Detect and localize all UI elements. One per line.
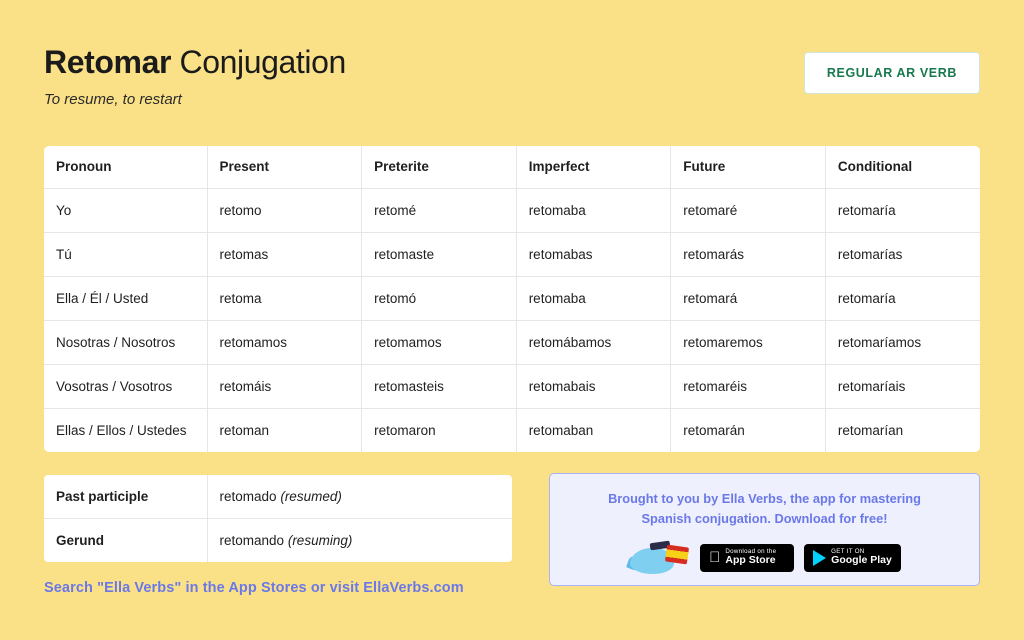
conditional-cell: retomarías — [825, 232, 980, 276]
table-row — [44, 276, 980, 320]
past-participle-value: retomado (resumed) — [207, 475, 512, 519]
future-cell: retomaré — [671, 188, 826, 232]
future-cell: retomará — [671, 276, 826, 320]
pronoun-cell: Nosotras / Nosotros — [44, 320, 207, 364]
preterite-cell: retomaste — [362, 232, 517, 276]
present-cell: retomamos — [207, 320, 362, 364]
column-header-imperfect: Imperfect — [516, 146, 671, 188]
preterite-cell: retomaron — [362, 408, 517, 452]
present-cell: retomáis — [207, 364, 362, 408]
participle-table — [44, 475, 512, 562]
google-play-label: Google Play — [831, 554, 892, 567]
promo-line-1: Brought to you by Ella Verbs, the app for mastering — [608, 491, 921, 506]
present-cell: retomas — [207, 232, 362, 276]
preterite-cell: retomamos — [362, 320, 517, 364]
imperfect-cell: retomabais — [516, 364, 671, 408]
pronoun-cell: Ella / Él / Usted — [44, 276, 207, 320]
future-cell: retomarán — [671, 408, 826, 452]
past-participle-label: Past participle — [44, 475, 207, 519]
future-cell: retomarás — [671, 232, 826, 276]
whale-graduate-icon — [628, 540, 690, 576]
store-buttons — [550, 540, 979, 576]
table-header-row — [44, 146, 980, 188]
gerund-gloss: resuming — [292, 533, 348, 548]
table-row — [44, 232, 980, 276]
imperfect-cell: retomábamos — [516, 320, 671, 364]
preterite-cell: retomé — [362, 188, 517, 232]
promo-line-2: Spanish conjugation. Download for free! — [641, 510, 888, 526]
table-row — [44, 475, 512, 519]
future-cell: retomaréis — [671, 364, 826, 408]
column-header-future: Future — [671, 146, 826, 188]
conditional-cell: retomarían — [837, 422, 904, 438]
conjugation-table — [44, 146, 980, 452]
preterite-cell: retomasteis — [362, 364, 517, 408]
imperfect-cell: retomaba — [516, 276, 671, 320]
page-header — [44, 44, 980, 134]
google-play-icon — [813, 550, 826, 566]
promo-banner — [549, 473, 980, 586]
apple-icon — [709, 550, 720, 565]
column-header-preterite: Preterite — [362, 146, 517, 188]
conditional-cell: retomaría — [825, 188, 980, 232]
gerund-value: retomando (resuming) — [219, 533, 353, 548]
gerund-word: retomando — [219, 533, 285, 548]
column-header-pronoun: Pronoun — [44, 146, 207, 188]
past-participle-gloss: resumed — [284, 489, 338, 504]
google-play-button[interactable] — [804, 544, 901, 572]
table-row — [44, 408, 980, 452]
pronoun-cell: Vosotras / Vosotros — [44, 364, 207, 408]
pronoun-cell: Ellas / Ellos / Ustedes — [44, 408, 207, 452]
gerund-label: Gerund — [44, 519, 207, 563]
footer-search-text: Search "Ella Verbs" in the App Stores or visit EllaVerbs.com — [44, 580, 464, 596]
preterite-cell: retomó — [362, 276, 517, 320]
table-row — [44, 320, 980, 364]
verb-name: Retomar — [44, 44, 172, 80]
present-cell: retomo — [207, 188, 362, 232]
conditional-cell: retomaríamos — [825, 320, 980, 364]
status-badge: REGULAR AR VERB — [804, 52, 980, 94]
column-header-present: Present — [207, 146, 362, 188]
app-store-small-label: Download on the — [714, 547, 766, 555]
future-cell: retomaremos — [671, 320, 826, 364]
conditional-cell: retomaríais — [825, 364, 980, 408]
promo-text — [550, 489, 979, 529]
app-store-label: App Store — [714, 554, 765, 567]
imperfect-cell: retomaba — [516, 188, 671, 232]
pronoun-cell: Yo — [44, 188, 207, 232]
present-cell: retoman — [207, 408, 362, 452]
imperfect-cell: retomabas — [516, 232, 671, 276]
imperfect-cell: retomaban — [516, 408, 671, 452]
table-row — [44, 364, 980, 408]
app-store-button[interactable] — [700, 544, 794, 572]
conditional-cell: retomaría — [825, 276, 980, 320]
table-row — [44, 519, 512, 563]
pronoun-cell: Tú — [44, 232, 207, 276]
verb-translation: To resume, to restart — [44, 90, 182, 108]
column-header-conditional: Conditional — [825, 146, 980, 188]
google-play-small-label: GET IT ON — [831, 547, 865, 555]
page-title-suffix: Conjugation — [171, 44, 346, 80]
past-participle-word: retomado — [219, 489, 277, 504]
present-cell: retoma — [207, 276, 362, 320]
table-row — [44, 188, 980, 232]
